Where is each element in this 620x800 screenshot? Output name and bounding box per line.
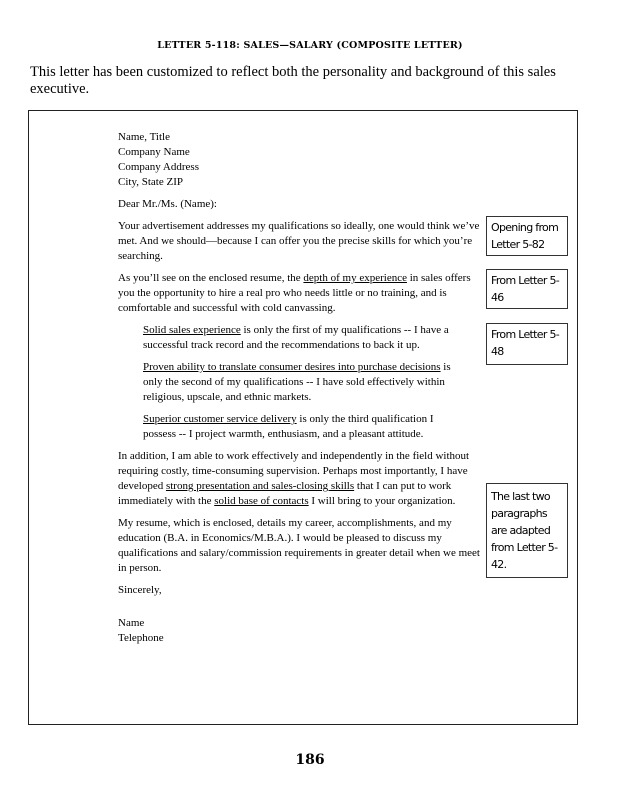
paragraph-addition bbox=[118, 449, 483, 509]
underlined-phrase: solid base of contacts bbox=[214, 495, 309, 507]
text-span: is only the third qualification I possess -- I project warmth, enthusiasm, and a pleasant attitude. bbox=[143, 413, 434, 440]
page-heading: LETTER 5-118: SALES—SALARY (COMPOSITE LETTER) bbox=[157, 40, 463, 51]
text-span: in sales offers you the opportunity to hire a real pro who needs little or no training, and is comfortable and successful with cold canvassing. bbox=[118, 272, 471, 314]
underlined-phrase: Proven ability to translate consumer desires into purchase decisions bbox=[143, 361, 441, 373]
paragraph-opening: Your advertisement addresses my qualifications so ideally, one would think we’ve met. And we should—because I can offer you the precise skills for which you’re searching. bbox=[118, 220, 480, 262]
address-line: Company Name bbox=[118, 146, 190, 158]
underlined-phrase: Superior customer service delivery bbox=[143, 413, 297, 425]
text-span: As you’ll see on the enclosed resume, the bbox=[118, 272, 304, 284]
qualification-3 bbox=[118, 412, 483, 442]
text-span: is only the first of my qualifications -- I have a successful track record and the recommendations to back it up. bbox=[143, 324, 449, 351]
underlined-phrase: strong presentation and sales-closing skills bbox=[165, 480, 355, 492]
recipient-address bbox=[118, 130, 483, 190]
signature-name: Name bbox=[118, 617, 145, 629]
paragraph-resume: My resume, which is enclosed, details my career, accomplishments, and my education (B.A. in Economics/M.B.A.). I would be pleased to discuss my qualifications and salary/commission requirements in greater detail when we meet in person. bbox=[118, 517, 480, 574]
address-line: Company Address bbox=[118, 161, 199, 173]
paragraph-experience bbox=[118, 271, 483, 316]
page-number: 186 bbox=[295, 752, 325, 768]
text-span: is only the second of my qualifications -- I have sold effectively within religious, upscale, and ethnic markets. bbox=[143, 361, 451, 403]
margin-note: From Letter 5-46 bbox=[486, 269, 568, 309]
qualification-2 bbox=[118, 360, 483, 405]
underlined-phrase: depth of my experience bbox=[303, 272, 407, 284]
margin-note: Opening from Letter 5-82 bbox=[486, 216, 568, 256]
intro-text: This letter has been customized to reflect both the personality and background of this sales executive. bbox=[30, 64, 556, 97]
closing: Sincerely, bbox=[118, 584, 162, 596]
margin-note: From Letter 5-48 bbox=[486, 323, 568, 365]
qualification-1 bbox=[118, 323, 483, 353]
margin-note: The last two paragraphs are adapted from Letter 5-42. bbox=[486, 483, 568, 578]
salutation: Dear Mr./Ms. (Name): bbox=[118, 198, 217, 210]
letter-body bbox=[118, 130, 483, 653]
signature-telephone: Telephone bbox=[118, 632, 164, 644]
underlined-phrase: Solid sales experience bbox=[143, 324, 241, 336]
address-line: City, State ZIP bbox=[118, 176, 183, 188]
address-line: Name, Title bbox=[118, 131, 170, 143]
text-span: that I can put to work immediately with the bbox=[118, 480, 452, 507]
text-span: In addition, I am able to work effectively and independently in the field without requiring costly, time-consuming supervision. Perhaps most importantly, I have developed bbox=[118, 450, 470, 492]
text-span: I will bring to your organization. bbox=[308, 495, 456, 507]
